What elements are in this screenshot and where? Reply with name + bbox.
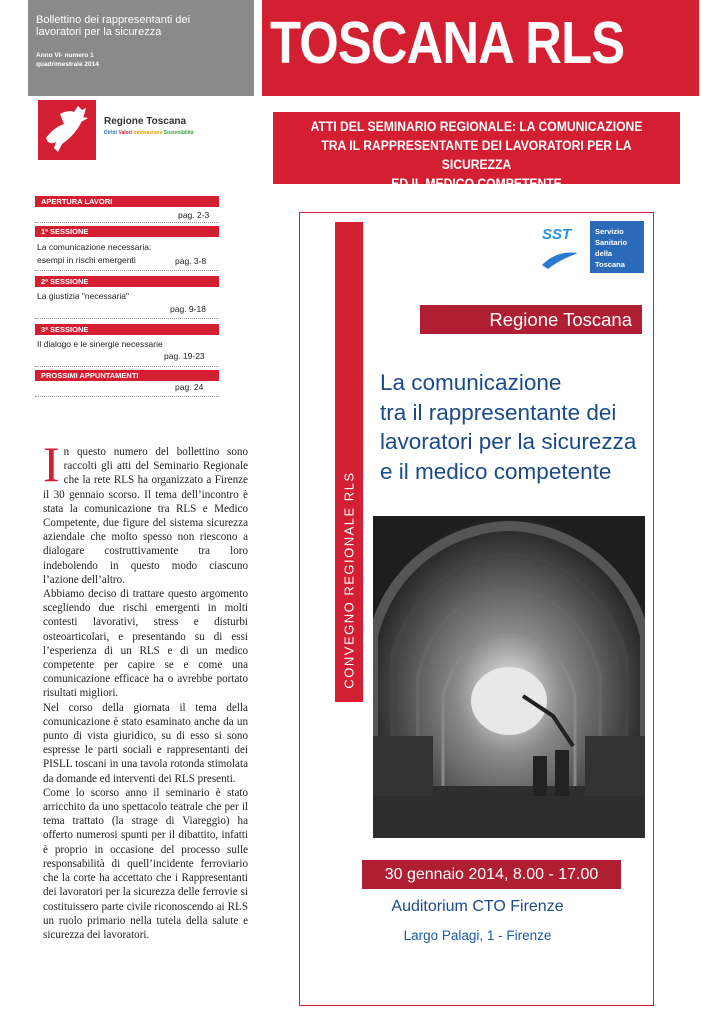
tunnel-illustration (373, 516, 645, 838)
sst-abbr: SST (542, 226, 572, 243)
poster-title (380, 368, 650, 486)
sst-line: Toscana (595, 260, 625, 269)
tagline-word: Diritti (104, 130, 118, 136)
toc-page: pag. 3-8 (175, 256, 207, 266)
bulletin-subtitle (36, 14, 236, 38)
toc-entry-title: La giustizia "necessaria" (37, 291, 130, 301)
toc-divider (35, 396, 219, 397)
toc-section-1[interactable]: 1ª SESSIONE (35, 226, 219, 237)
toc-divider (35, 270, 219, 271)
sst-line: Sanitario (595, 238, 628, 247)
article-paragraph: Come lo scorso anno il seminario è stato arricchito da uno spettacolo teatrale che per il tema trattato (la strage di Viareggio) ha offerto numerosi spunti per il dibattito, infatti è proprio in occasione del processo sulle responsabilità di quell’incidente ferroviario che la corte ha accettato che i Rappresentanti dei lavoratori per la sicurezza delle ferrovie si costituissero parte civile riconoscendo ai RLS un ruolo primario nella tutela della salute e sicurezza dei lavoratori. (43, 786, 248, 941)
toc-section-apertura[interactable]: APERTURA LAVORI (35, 196, 219, 207)
seminar-banner (273, 112, 680, 191)
event-venue: Auditorium CTO Firenze (391, 898, 564, 915)
toc-divider (35, 318, 219, 319)
tagline-word: Valori (118, 130, 133, 136)
seminar-line: ATTI DEL SEMINARIO REGIONALE: LA COMUNICAZIONE (310, 119, 643, 134)
toc-page: pag. 2-3 (178, 210, 210, 220)
article-body (43, 436, 248, 942)
region-name: Regione Toscana (104, 116, 187, 127)
issue-info (36, 51, 99, 69)
vertical-label-text: CONVEGNO REGIONALE RLS (341, 471, 357, 689)
toc-page: pag. 9-18 (170, 304, 206, 314)
masthead (262, 0, 699, 96)
poster-title-line: e il medico competente (380, 458, 612, 484)
sst-line: Servizio (595, 227, 624, 236)
issue-line: Anno VI- numero 1 (36, 52, 94, 59)
toc-section-prossimi[interactable]: PROSSIMI APPUNTAMENTI (35, 370, 219, 381)
poster-title-line: La comunicazione (380, 370, 562, 395)
toc-divider (35, 366, 219, 367)
toc-entry-title: esempi in rischi emergenti (37, 255, 136, 265)
event-date-bar: 30 gennaio 2014, 8.00 - 17.00 (362, 860, 621, 889)
sst-line: della (595, 249, 613, 258)
header-info-box (28, 0, 254, 96)
pegasus-logo-icon (38, 100, 96, 160)
tagline-word: Innovazione (133, 130, 163, 136)
seminar-line: ED IL MEDICO COMPETENTE (391, 176, 562, 191)
article-paragraph: Nel corso della giornata il tema della comunicazione è stato esaminato anche da un punto di vista giuridico, su di esso si sono espresse le parti sociali e rappresentanti dei PISLL toscani in una tavola rotonda stimolata da domande ed interventi dei RLS presenti. (43, 701, 248, 785)
tunnel-photo (373, 516, 645, 838)
region-logo-text (104, 116, 194, 136)
subtitle-line: lavoratori per la sicurezza (36, 26, 162, 38)
poster-region-bar: Regione Toscana (420, 305, 642, 334)
toc-divider (35, 222, 219, 223)
poster-title-line: tra il rappresentante dei (380, 399, 617, 425)
toc-entry-title: La comunicazione necessaria: (37, 242, 152, 252)
toc-page: pag. 24 (175, 382, 204, 392)
tagline-word: Sostenibilità (163, 130, 194, 136)
subtitle-line: Bollettino dei rappresentanti dei (36, 14, 191, 26)
issue-line: quadrimestrale 2014 (36, 61, 99, 68)
region-tagline (104, 130, 194, 136)
drop-cap: I (43, 436, 60, 492)
seminar-line: TRA IL RAPPRESENTANTE DEI LAVORATORI PER LA SICUREZZA (321, 138, 632, 172)
masthead-title: TOSCANA RLS (270, 10, 625, 76)
paragraph-text: n questo numero del bollettino sono raccolti gli atti del Seminario Regionale che la rete RLS ha organizzato a Firenze il 30 gennaio scorso. Il tema dell’incontro è stata la comunicazione tra RLS e Medico Competente, due figure del sistema sicurezza aziendale che molto spesso non riescono a dialogare costruttivamente tra loro indebolendo in questo modo ciascuno l’azione dell’altro. (43, 446, 248, 586)
poster-title-line: lavoratori per la sicurezza (380, 429, 637, 454)
sst-logo-graphic (538, 221, 644, 273)
toc-section-3[interactable]: 3ª SESSIONE (35, 324, 219, 335)
article-paragraph: Abbiamo deciso di trattare questo argomento scegliendo due rischi emergenti in molti contesti lavorativi, stress e disturbi osteoarticolari, e presentando su di essi l’esperienza di un RLS e di un medico competente per capire se e come una comunicazione efficace ha o avrebbe portato risultati migliori. (43, 588, 248, 700)
event-address: Largo Palagi, 1 - Firenze (403, 928, 552, 943)
toc-entry-title: Il dialogo e le sinergie necessarie (37, 339, 163, 349)
article-paragraph (43, 436, 248, 587)
toc-page: pag. 19-23 (164, 351, 205, 361)
sst-logo (538, 221, 644, 273)
toc-section-2[interactable]: 2ª SESSIONE (35, 276, 219, 287)
